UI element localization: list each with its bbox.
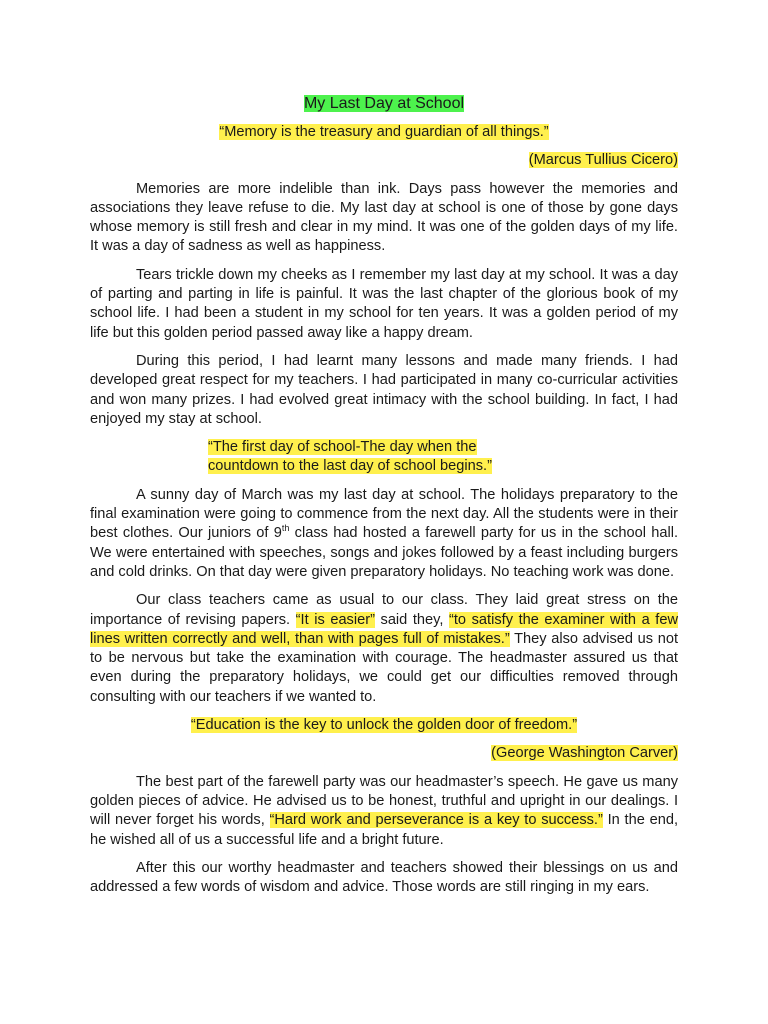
document-title: My Last Day at School <box>303 95 465 112</box>
paragraph-5-part-b: said they, <box>374 611 450 628</box>
paragraph-6-part-b: In the end, he wished all of us a successful life and a bright future. <box>90 812 678 848</box>
paragraph-4 <box>90 486 678 582</box>
paragraph-1: Memories are more indelible than ink. Days pass however the memories and associations they leave refuse to die. My last day at school is one of those by gone days whose memory is still fresh and clear in my mind. It was one of the golden days of my life. It was a day of sadness as well as happiness. <box>90 180 678 255</box>
quote-2-line-2: countdown to the last day of school begins.” <box>208 458 492 475</box>
paragraph-5-part-c: They also advised us not to be nervous but take the examination with courage. The headmaster assured us that even during the preparatory holidays, we could get our difficulties removed through consulting with our teachers if we wanted to. <box>90 630 678 705</box>
quote-3: “Education is the key to unlock the golden door of freedom.” <box>190 717 578 734</box>
paragraph-6 <box>90 773 678 850</box>
quote-3-author-row <box>90 744 678 763</box>
quote-2 <box>90 438 678 477</box>
paragraph-3: During this period, I had learnt many lessons and made many friends. I had developed great respect for my teachers. I had participated in many co-curricular activities and won many prizes. I had evolved great intimacy with the school building. In fact, I had enjoyed my stay at school. <box>90 352 678 427</box>
document-body <box>90 94 678 906</box>
quote-1-author-row <box>90 151 678 170</box>
paragraph-2: Tears trickle down my cheeks as I remember my last day at my school. It was a day of parting and parting in life is painful. It was the last chapter of the glorious book of my school life. I had been a student in my school for ten years. It was a golden period of my life but this golden period passed away like a happy dream. <box>90 266 678 341</box>
quote-3-author: (George Washington Carver) <box>491 745 678 762</box>
paragraph-4-superscript: th <box>281 523 290 534</box>
quote-1-row <box>90 123 678 142</box>
quote-3-row <box>90 716 678 735</box>
paragraph-4-part-b: class had hosted a farewell party for us in the school hall. We were entertained with speeches, songs and jokes followed by a feast including burgers and cold drinks. On that day were given preparatory holidays. No teaching work was done. <box>90 525 679 580</box>
quote-1-author: (Marcus Tullius Cicero) <box>528 152 678 169</box>
paragraph-6-highlight: “Hard work and perseverance is a key to success.” <box>269 812 603 829</box>
paragraph-5-highlight-1: “It is easier” <box>295 611 375 628</box>
paragraph-5 <box>90 591 678 707</box>
paragraph-5-highlight-2: “to satisfy the examiner with a few lines written correctly and well, than with pages full of mistakes.” <box>90 611 678 647</box>
paragraph-4-part-a: A sunny day of March was my last day at school. The holidays preparatory to the final examination were going to commence from the next day. All the students were in their best clothes. Our juniors of 9 <box>90 486 678 542</box>
paragraph-5-part-a: Our class teachers came as usual to our class. They laid great stress on the importance of revising papers. <box>90 592 678 628</box>
quote-1: “Memory is the treasury and guardian of all things.” <box>219 124 549 140</box>
paragraph-6-part-a: The best part of the farewell party was our headmaster’s speech. He gave us many golden pieces of advice. He advised us to be honest, truthful and upright in our dealings. I will never forget his words, <box>90 773 678 829</box>
quote-2-line-1: “The first day of school-The day when the <box>208 439 477 456</box>
paragraph-7: After this our worthy headmaster and teachers showed their blessings on us and addressed a few words of wisdom and advice. Those words are still ringing in my ears. <box>90 859 678 896</box>
document-title-row <box>90 94 678 114</box>
